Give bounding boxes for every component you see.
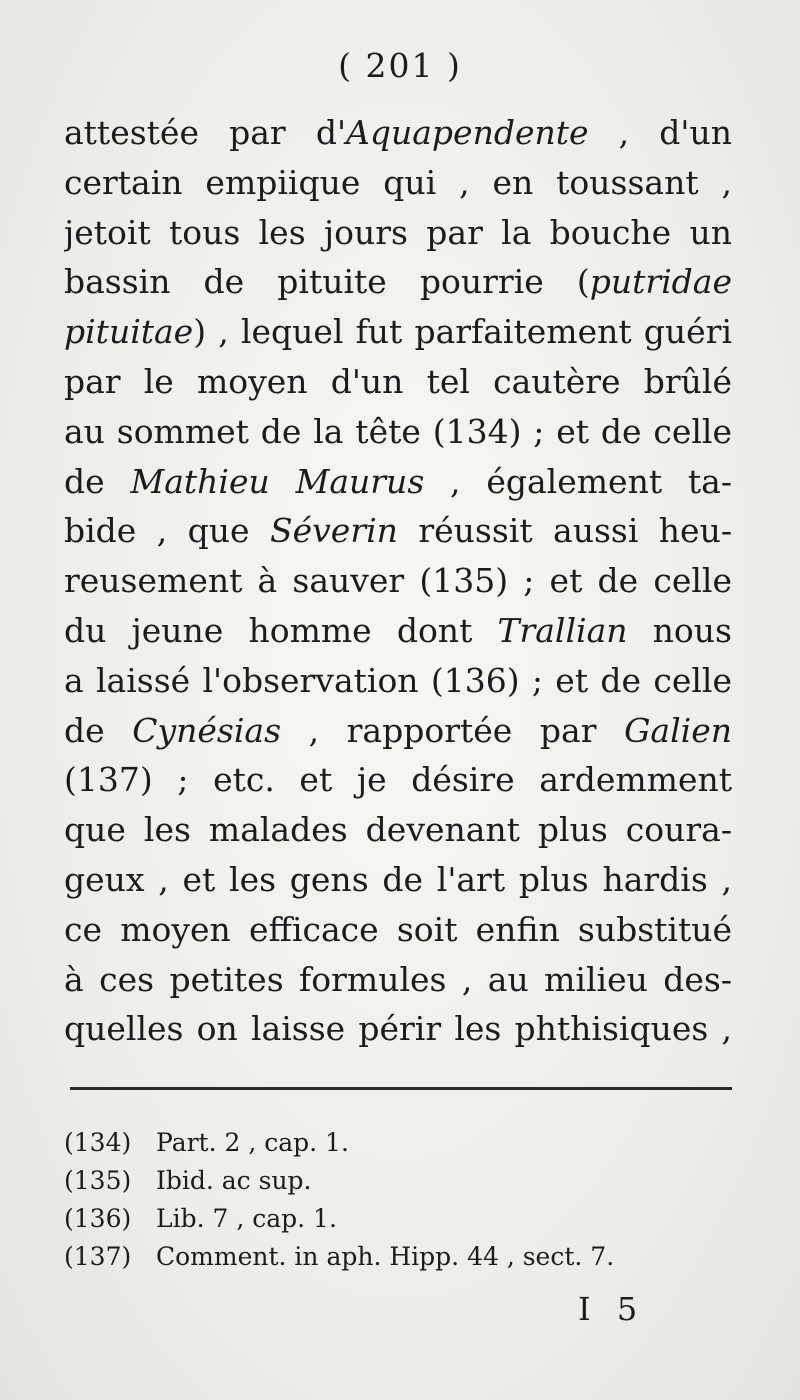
italic-name: Mathieu Maurus [130, 461, 425, 501]
text-line [64, 208, 732, 258]
text-segment: , d'un [588, 113, 732, 152]
footnote [64, 1162, 732, 1200]
text-segment: réussit aussi heu- [397, 511, 732, 551]
footnote-number: (135) [64, 1166, 132, 1195]
text-segment: ce moyen efficace soit enfin substitué [64, 909, 732, 949]
text-line [64, 656, 732, 706]
italic-name: Trallian [497, 610, 628, 650]
body-text [64, 108, 732, 1054]
italic-name: putridae [589, 262, 732, 302]
text-segment: certain empiique qui , en toussant , [64, 162, 732, 202]
text-line [64, 158, 732, 208]
footnote-text: Lib. 7 , cap. 1. [156, 1204, 337, 1233]
footnote-text: Part. 2 , cap. 1. [156, 1128, 349, 1157]
text-segment: nous [627, 610, 732, 650]
text-segment: , rapportée par [281, 710, 625, 750]
text-segment: reusement à sauver (135) ; et de celle [64, 561, 732, 601]
footnote-number: (137) [64, 1242, 132, 1271]
text-segment: geux , et les gens de l'art plus hardis , [64, 859, 732, 899]
text-line [64, 407, 732, 457]
text-segment: quelles on laisse périr les phthisiques , [64, 1009, 732, 1049]
text-segment: bassin de pituite pourrie ( [64, 262, 590, 302]
footnote-number: (136) [64, 1204, 132, 1233]
text-segment: (137) ; etc. et je désire ardemment [64, 760, 732, 800]
footnote [64, 1238, 732, 1276]
text-line [64, 556, 732, 606]
text-line [64, 307, 732, 357]
text-line [64, 855, 732, 905]
text-line [64, 805, 732, 855]
text-line [64, 606, 732, 656]
text-segment: a laissé l'observation (136) ; et de celle [64, 660, 732, 700]
footnote-number: (134) [64, 1128, 132, 1157]
footnote-text: Ibid. ac sup. [156, 1166, 312, 1195]
text-line [64, 755, 732, 805]
footnote [64, 1200, 732, 1238]
text-segment: au sommet de la tête (134) ; et de celle [64, 411, 732, 451]
text-segment: du jeune homme dont [64, 610, 498, 650]
text-segment: jetoit tous les jours par la bouche un [64, 212, 732, 252]
text-line [64, 955, 732, 1005]
footnote [64, 1124, 732, 1162]
text-segment: bide , que [64, 511, 271, 551]
italic-name: Aquapendente [346, 113, 589, 152]
text-segment: par le moyen d'un tel cautère brûlé [64, 361, 732, 401]
footnote-rule [70, 1087, 732, 1090]
italic-name: Galien [624, 710, 732, 750]
signature-mark: I 5 [578, 1290, 646, 1328]
text-segment: que les malades devenant plus coura- [64, 810, 732, 850]
text-segment: , également ta- [424, 461, 732, 501]
text-line [64, 506, 732, 556]
footnotes [64, 1124, 732, 1276]
italic-name: Cynésias [132, 710, 282, 750]
text-line [64, 905, 732, 955]
text-segment: de [64, 710, 133, 750]
text-line [64, 108, 732, 158]
footnote-text: Comment. in aph. Hipp. 44 , sect. 7. [156, 1242, 615, 1271]
text-segment: ) , lequel fut parfaitement guéri [193, 312, 732, 352]
text-line [64, 706, 732, 756]
text-line [64, 257, 732, 307]
text-line [64, 357, 732, 407]
text-segment: de [64, 461, 131, 501]
text-line [64, 1004, 732, 1054]
italic-name: Séverin [270, 511, 398, 551]
text-line [64, 457, 732, 507]
page-number: ( 201 ) [338, 46, 462, 85]
italic-name: pituitae [64, 312, 194, 352]
text-segment: à ces petites formules , au milieu des- [64, 959, 732, 999]
text-segment: attestée par d' [64, 113, 347, 152]
